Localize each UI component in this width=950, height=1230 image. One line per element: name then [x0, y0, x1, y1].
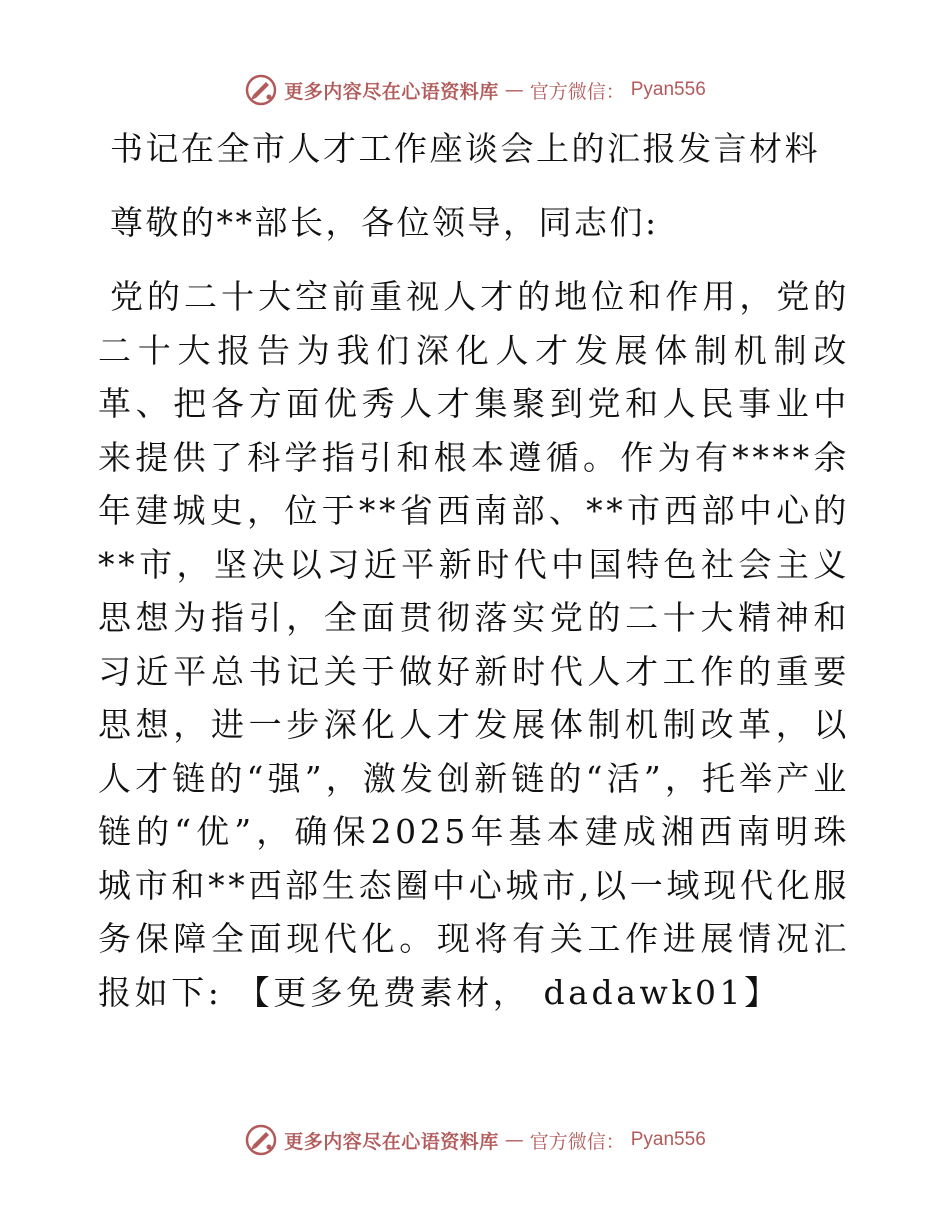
pen-logo-icon: [244, 1123, 278, 1157]
document-title: 书记在全市人才工作座谈会上的汇报发言材料: [110, 129, 820, 168]
watermark-label: 官方微信：: [529, 80, 625, 103]
header-watermark: [0, 70, 950, 110]
watermark-text: 更多内容尽在心语资料库: [284, 80, 499, 103]
body-paragraph: 党的二十大空前重视人才的地位和作用，党的二十大报告为我们深化人才发展体制机制改革、把各方面优秀人才集聚到党和人民事业中来提供了科学指引和根本遵循。作为有****余年建城史，位于**省西南部、**市西部中心的**市，坚决以习近平新时代中国特色社会主义思想为指引，全面贯彻落实党的二十大精神和习近平总书记关于做好新时代人才工作的重要思想，进一步深化人才发展体制机制改革，以人才链的“强”，激发创新链的“活”，托举产业链的“优”，确保2025年基本建成湘西南明珠城市和**西部生态圈中心城市,以一域现代化服务保障全面现代化。现将有关工作进展情况汇报如下: 【更多免费素材， dadawk01】: [98, 277, 850, 1012]
watermark-text: 更多内容尽在心语资料库: [284, 1130, 499, 1153]
watermark-separator: —: [504, 1129, 524, 1151]
watermark-label: 官方微信：: [529, 1130, 625, 1153]
watermark-id: Pyan556: [630, 1129, 706, 1150]
footer-watermark: [0, 1120, 950, 1160]
pen-logo-icon: [244, 73, 278, 107]
watermark-separator: —: [504, 79, 524, 101]
salutation: 尊敬的**部长，各位领导，同志们:: [110, 203, 659, 242]
watermark-id: Pyan556: [630, 79, 706, 100]
